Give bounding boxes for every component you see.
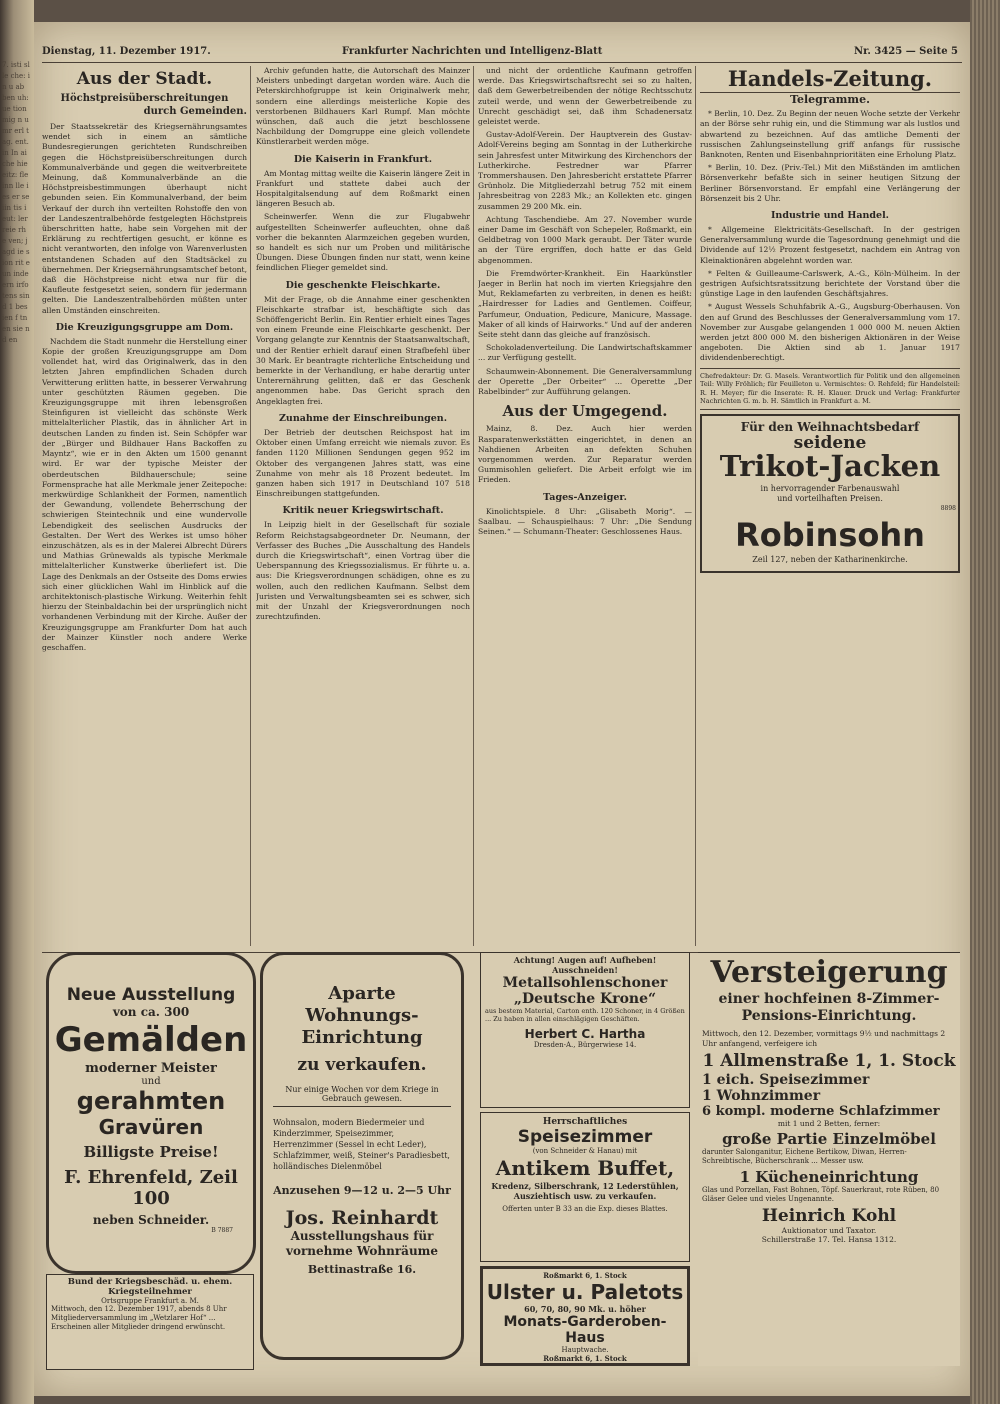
article-subheading: Telegramme. — [790, 93, 870, 106]
ad-text: 1 Wohnzimmer — [702, 1088, 821, 1104]
ad-text: Ortsgruppe Frankfurt a. M. — [101, 1297, 199, 1305]
article-text: Gustav-Adolf-Verein. Der Hauptverein des Gustav-Adolf-Vereins beging am Sonntag in der Lutherkirche sein Jahresfest unter Mitwirkung des Kirchenchors der Lutherkirche. Festredner war Pfarrer Trommershausen. Den Jahresbericht erstattete Pfarrer Grünholz. Die Mitgliederzahl betrug 752 mit einem Jahresbeitrag von 2283 Mk.; an Kollekten etc. gingen zusammen 29 200 Mk. ein. — [478, 130, 692, 211]
article-text: Archiv gefunden hatte, die Autorschaft des Mainzer Meisters unbedingt dargetan worden wäre. Auch die Peterskirchhofgruppe ist kein Originalwerk mehr, sondern eine allerdings meisterliche Kopie des verstorbenen Bildhauers Karl Rumpf. Man möchte wünschen, daß auch die jetzt beschlossene Nachbildung der Domgruppe eine gleich vollendete Künstlerarbeit werden möge. — [256, 66, 470, 147]
ad-text: Glas und Porzellan, Fast Bohnen, Töpf. Sauerkraut, rote Rüben, 80 Gläser Gelee und vieles Ungenannte. — [702, 1186, 940, 1203]
ad-text: große Partie Einzelmöbel — [722, 1130, 936, 1148]
article-heading: Höchstpreisüberschreitungen — [60, 93, 229, 104]
ad-robinsohn — [700, 414, 960, 573]
ad-headline: Neue Ausstellung — [66, 985, 236, 1005]
ad-text: seidene — [793, 432, 867, 453]
ad-text: Kredenz, Silberschrank, 12 Lederstühlen, Ausziehtisch usw. zu verkaufen. — [491, 1181, 679, 1201]
ad-firm: Herbert C. Hartha — [524, 1027, 646, 1041]
article-text: und nicht der ordentliche Kaufmann getroffen werde. Das Kriegswirtschaftsrecht sei so zu halten, daß dem Gewerbetreibenden der nötige Rechtsschutz zuteil werde, und wenn der Gewerbetreibende zu Unrecht geschädigt sei, daß ihm Schadenersatz geleistet werde. — [478, 66, 692, 127]
ad-text: Ausstellungshaus für vornehme Wohnräume — [286, 1229, 438, 1258]
ad-text: Wohnsalon, modern Biedermeier und Kinderzimmer, Speisezimmer, Herrenzimmer (Sessel in echt Leder), Schlafzimmer, weiß, Steiner's Paradiesbett, holländisches Dielenmöbel — [273, 1118, 450, 1171]
article-heading: Industrie und Handel. — [770, 210, 889, 222]
ad-text: mit 1 und 2 Betten, ferner: — [777, 1119, 881, 1128]
ad-firm: F. Ehrenfeld, Zeil 100 — [64, 1167, 238, 1209]
binding-margin-text: 7. isti slle che: in u ab ben uh: ue tion mig n u mr erl tag. ent. in In aiche hie eitz: fle inn lle ies er se iin tis ieut: ler reie rh e ven; jagd ie sion rit eun inde ern irfo tens sind 1 bes ien f tnen sie nd en — [2, 61, 30, 344]
ad-headline: Metallsohlenschoner — [502, 975, 668, 991]
article-text: Der Staatssekretär des Kriegsernährungsamtes wendet sich in einem an sämtliche Bundesregierungen gerichteten Rundschreiben gegen die Höchstpreisüberschreitungen durch Kommunalverbände und gegen die weitverbreitete Meinung, daß Kommunalverbände an die Höchstpreisbestimmungen überhaupt nicht gebunden seien. Ein Kommunalverband, der beim Verkauf der durch ihn verteilten Rohstoffe den von der Landeszentralbehörde festgelegten Höchstpreis überschritten hatte, habe sein Vorgehen mit der Erklärung zu rechtfertigen gesucht, er könne es nicht verantworten, den infolge von Warenverlusten entstandenen Schaden auf den Stadtsäckel zu übernehmen. Der Kriegsernährungsamtschef betont, daß die Höchstpreise nicht etwa nur für die Kaufleute festgesetzt seien, sondern für jedermann gelten. Die Landeszentralbehörden müßten unter allen Umständen einschreiten. — [42, 122, 247, 315]
column-news-2 — [256, 66, 470, 946]
ad-coats — [480, 1266, 690, 1366]
article-heading: Die Kaiserin in Frankfurt. — [293, 153, 433, 165]
article-text: * Berlin, 10. Dez. Zu Beginn der neuen Woche setzte der Verkehr an der Börse sehr ruhig ein, und die Stimmung war als lustlos und abwartend zu bezeichnen. Auf das amtliche Dementi der russischen Zahlungseinstellung griff anfangs für russische Banknoten, Renten und Eisenbahnprioritäten eine Erholung Platz. — [700, 109, 960, 160]
ad-text: Hauptwache. — [561, 1346, 609, 1354]
imprint: Chefredakteur: Dr. G. Masels. Verantwortlich für Politik und den allgemeinen Teil: Willy Fröhlich; für Feuilleton u. Vermischtes: O. Rehfeld; für Handelsteil: R. H. Meyer; für die Inserate: R. H. Klauer. Druck und Verlag: Frankfurter Nachrichten G. m. b. H. Sämtlich in Frankfurt a. M. — [700, 368, 960, 410]
article-text: In Leipzig hielt in der Gesellschaft für soziale Reform Reichstagsabgeordneter Dr. Neumann, der Verfasser des Buches „Die Ausschaltung des Handels durch die Kriegswirtschaft“, einen Vortrag über die Ueberspannung des Kriegssozialismus. Er führte u. a. aus: Die Kriegsverordnungen schädigen, ohne es zu wollen, auch den redlichen Kaufmann. Selbst dem Juristen und Verwaltungsbeamten sei es schwer, sich mit der Unzahl der Kriegsverordnungen noch zurechtzufinden. — [256, 520, 470, 622]
ad-text: 1 eich. Speisezimmer — [702, 1072, 870, 1088]
article-text: * Allgemeine Elektricitäts-Gesellschaft. In der gestrigen Generalversammlung wurde die Tagesordnung genehmigt und die Dividende auf 12½ Prozent festgesetzt, nachdem ein Antrag von Kleinaktionären abgelehnt worden war. — [700, 225, 960, 265]
ad-firm: Monats-Garderoben-Haus — [503, 1314, 667, 1346]
ad-address: Roßmarkt 6, 1. Stock — [543, 1271, 627, 1280]
section-title: Aus der Stadt. — [76, 69, 213, 89]
article-text: Kinolichtspiele. 8 Uhr: „Glisabeth Morig“. — Saalbau. — Schauspielhaus: 7 Uhr: „Die Sendung Seinen.“ — Schumann-Theater: Geschlossenes Haus. — [478, 506, 692, 536]
ad-headline: Speisezimmer — [517, 1127, 653, 1147]
ad-firm: Heinrich Kohl — [761, 1206, 897, 1226]
article-text: Schokoladenverteilung. Die Landwirtschaftskammer ... zur Verfügung gestellt. — [478, 343, 692, 363]
ad-text: 60, 70, 80, 90 Mk. u. höher — [524, 1304, 646, 1314]
article-text: * Felten & Guilleaume-Carlswerk, A.-G., Köln-Mülheim. In der gestrigen Aufsichtsratssitzung berichtete der Vorstand über die günstige Lage in den laufenden Geschäftsjahres. — [700, 268, 960, 299]
article-heading: Die geschenkte Fleischkarte. — [285, 279, 441, 291]
ad-firm: Jos. Reinhardt — [285, 1207, 439, 1229]
ad-headline: Bund der Kriegsbeschäd. u. ehem. Kriegsteilnehmer — [67, 1277, 233, 1297]
ad-headline: Trikot-Jacken — [719, 449, 941, 484]
ad-headline: Versteigerung — [710, 955, 948, 990]
ad-text: Achtung! Augen auf! Aufheben! Ausschneiden! — [513, 955, 657, 975]
ad-text: Auktionator und Taxator. — [781, 1226, 877, 1235]
article-text: Die Fremdwörter-Krankheit. Ein Haarkünstler Jaeger in Berlin hat noch im vierten Kriegsjahre den Mut, Reklamefarten zu verbreiten, in denen es heißt: „Hairdresser for Ladies and Gentlemen. Coiffeur, Parfumeur, Onduation, Pedicure, Manicure, Massage. Maker of all kinds of Hairworks.“ Und auf der anderen Seite steht dann das gleiche auf französisch. — [478, 268, 692, 340]
page-edges — [970, 0, 1000, 1404]
ad-text: (von Schneider & Hanau) mit — [532, 1147, 638, 1155]
ad-text: Billigste Preise! — [83, 1143, 219, 1161]
article-text: Schaumwein-Abonnement. Die Generalversammlung der Operette „Der Orbeiter“ ... Operette „Der Rabelbinder“ zur Aufführung gelangen. — [478, 366, 692, 397]
article-heading: Die Kreuzigungsgruppe am Dom. — [55, 321, 234, 333]
ad-code: B 7887 — [211, 1227, 233, 1234]
ad-gallery — [46, 952, 256, 1274]
header-date: Dienstag, 11. Dezember 1917. — [42, 46, 211, 57]
article-subheading: durch Gemeinden. — [143, 106, 247, 117]
ad-veterans — [46, 1274, 254, 1370]
article-text: Achtung Taschendiebe. Am 27. November wurde einer Dame im Geschäft von Schepeler, Roßmarkt, ein Geldbetrag von 1000 Mark geraubt. Der Täter wurde an der Türe ergriffen, doch hatte er das Geld abgenommen. — [478, 214, 692, 265]
ad-headline: Gravüren — [98, 1115, 204, 1139]
ad-text: Anzusehen 9—12 u. 2—5 Uhr — [273, 1184, 451, 1197]
ad-shoe-protectors — [480, 952, 690, 1108]
header-masthead: Frankfurter Nachrichten und Intelligenz-Blatt — [342, 46, 603, 57]
ad-text: und vorteilhaften Preisen. — [777, 494, 883, 504]
column-local-news — [42, 66, 247, 946]
ad-headline: Gemälden — [54, 1020, 248, 1060]
header-issue: Nr. 3425 — Seite 5 — [853, 46, 958, 57]
ad-headline: Antikem Buffet, — [495, 1156, 675, 1180]
article-text: * Berlin, 10. Dez. (Priv.-Tel.) Mit den Mißständen im amtlichen Börsenverkehr befaßte sich in seiner heutigen Sitzung der Berliner Börsenvorstand. Er empfahl eine Verlängerung der Börsenzeit bis 2 Uhr. — [700, 163, 960, 203]
article-text: Der Betrieb der deutschen Reichspost hat im Oktober einen Umfang erreicht wie niemals zuvor. Es fanden 1120 Millionen Sendungen gegen 952 im Oktober des vergangenen Jahres statt, was eine Zunahme von mehr als 18 Prozent bedeutet. Im ganzen haben sich 1917 in Deutschland 107 518 Einschreibungen stattgefunden. — [256, 427, 470, 499]
page-header — [42, 44, 962, 63]
article-heading: Tages-Anzeiger. — [543, 491, 627, 503]
ad-dining-room — [480, 1112, 690, 1262]
article-heading: Kritik neuer Kriegswirtschaft. — [282, 505, 444, 517]
ad-text: in hervorragender Farbenauswahl — [760, 484, 900, 494]
ad-auction — [698, 952, 960, 1366]
ad-furniture-sale — [260, 952, 464, 1360]
ad-text: moderner Meister — [85, 1061, 217, 1076]
ad-text: Mittwoch, den 12. Dezember, vormittags 9½ und nachmittags 2 Uhr anfangend, verfeigere ich — [702, 1029, 946, 1048]
ad-address: Zeil 127, neben der Katharinenkirche. — [752, 554, 908, 564]
ad-text: Herrschaftliches — [542, 1117, 628, 1127]
ad-headline: einer hochfeinen 8-Zimmer-Pensions-Einrichtung. — [718, 991, 940, 1024]
ad-headline: Ulster u. Paletots — [486, 1280, 684, 1304]
article-text: Scheinwerfer. Wenn die zur Flugabwehr aufgestellten Scheinwerfer aufleuchten, ohne daß vorher die bekannten Alarmzeichen gegeben wurden, so handelt es sich nur um Proben und militärische Übungen. Diese Übungen finden nur statt, wenn keine feindlichen Flieger gemeldet sind. — [256, 212, 470, 273]
ad-address: 1 Allmenstraße 1, 1. Stock — [702, 1051, 956, 1071]
article-text: Mainz, 8. Dez. Auch hier werden Rasparatenwerkstätten eingerichtet, in denen an Nahdienen Arbeiten an defekten Schuhen vorgenommen werden. Zur Reparatur werden Gummisohlen geliefert. Die Arbeit erfolgt wie im Frieden. — [478, 424, 692, 485]
ad-text: aus bestem Material, Carton enth. 120 Schoner, in 4 Größen ... Zu haben in allen einschlägigen Geschäften. — [485, 1007, 685, 1023]
ad-text: und — [141, 1076, 161, 1087]
newspaper-page — [34, 22, 970, 1396]
ad-address: Roßmarkt 6, 1. Stock — [543, 1354, 627, 1363]
ad-headline: „Deutsche Krone“ — [513, 991, 657, 1007]
ad-address: Schillerstraße 17. Tel. Hansa 1312. — [761, 1235, 897, 1244]
article-text: Mit der Frage, ob die Annahme einer geschenkten Fleischkarte strafbar ist, beschäftigte sich das Schöffengericht Berlin. Ein Rentier erhielt eines Tages von einem Freunde eine Fleischkarte geschenkt. Der Vorgang gelangte zur Kenntnis der Staatsanwaltschaft, und der Rentier erhielt darauf einen Strafbefehl über 30 Mark. Er beantragte richterliche Entscheidung und bemerkte in der Verhandlung, er habe derartig unter Unterernährung gelitten, daß er das Geschenk angenommen habe. Das Gericht sprach den Angeklagten frei. — [256, 294, 470, 406]
ad-headline: gerahmten — [76, 1087, 226, 1115]
article-text: Nachdem die Stadt nunmehr die Herstellung einer Kopie der großen Kreuzigungsgruppe am Dom vollendet hat, wird das Originalwerk, das in den letzten Jahren empfindlichen Schaden durch Verwitterung erlitten hatte, in besserer Verwahrung unter geschützten Räumen gegeben. Die Kreuzigungsgruppe mit ihren lebensgroßen Steinfiguren ist vielleicht das schönste Werk mittelalterlicher Plastik, das in ähnlicher Art in deutschen Landen zu finden ist. Sein Schöpfer war der „Bürger und Bildhauer Hans Backoffen zu Mayntz“, wie er in den Akten um 1500 genannt wird. Er war der typische Meister der oberdeutschen Bildhauerschule; seine Formensprache hat alle Merkmale jener Zeitepoche: merkwürdige Schlankheit der Formen, namentlich der Gewandung, vollendete Beherrschung der schwierigen Steintechnik und eine wundervolle Lebendigkeit des seelischen Ausdrucks der Gestalten. Der Wert des Werkes ist umso höher einzuschätzen, als es in der Malerei Albrecht Dürers und Mathias Grünewalds als typische Merkmale mittelalterlicher Kunstwerke überliefert ist. Die Lage des Denkmals an der Ostseite des Doms erwies sich einer glücklichen Wahl im Hinblick auf die architektonisch-plastische Wirkung. Weiterhin fehlt hierzu der Steinbaldachin bei der ursprünglich nicht vorhandenen Verbindung mit der Kirche. Außer der Kreuzigungsgruppe am Frankfurter Dom hat auch der Mainzer Künstler noch andere Werke geschaffen. — [42, 336, 247, 652]
ad-text: Nur einige Wochen vor dem Kriege in Gebrauch gewesen. — [273, 1085, 451, 1107]
article-text: Am Montag mittag weilte die Kaiserin längere Zeit in Frankfurt und stattete dabei auch der Hospitalgitalsendung auf dem Roßmarkt einen längeren Besuch ab. — [256, 168, 470, 209]
ad-heading: Für den Weihnachtsbedarf — [740, 419, 920, 434]
column-rule — [473, 66, 474, 946]
ad-text: Mittwoch, den 12. Dezember 1917, abends 8 Uhr Mitgliederversammlung im „Wetzlarer Hof“ ... Erscheinen aller Mitglieder dringend erwünscht. — [51, 1305, 227, 1331]
ad-text: darunter Salonganitur, Eichene Bertikow, Diwan, Herren-Schreibtische, Bücherschrank ... Messer usw. — [702, 1148, 907, 1165]
ad-text: 6 kompl. moderne Schlafzimmer — [702, 1104, 940, 1119]
ad-address: Bettinastraße 16. — [307, 1263, 417, 1276]
article-text: * August Wessels Schuhfabrik A.-G., Augsburg-Oberhausen. Von den auf Grund des Beschlusses der Generalversammlung vom 17. November zur Ausgabe gelangenden 1 000 000 M. neuen Aktien werden jetzt 800 000 M. den bisherigen Aktionären in der Weise angeboten. Die Aktien sind ab 1. Januar 1917 dividendenberechtigt. — [700, 302, 960, 363]
ad-text: 1 Kücheneinrichtung — [739, 1168, 919, 1186]
book-binding — [0, 0, 34, 1404]
column-rule — [250, 66, 251, 946]
ad-text: neben Schneider. — [92, 1213, 210, 1227]
section-title: Handels-Zeitung. — [700, 66, 960, 93]
column-news-3 — [478, 66, 692, 946]
article-heading: Zunahme der Einschreibungen. — [278, 412, 448, 424]
column-rule — [695, 66, 696, 946]
ad-address: Dresden-A., Bürgerwiese 14. — [533, 1041, 637, 1049]
ad-headline: zu verkaufen. — [297, 1055, 427, 1075]
ad-text: Offerten unter B 33 an die Exp. dieses Blattes. — [502, 1205, 668, 1213]
section-title: Aus der Umgegend. — [502, 402, 668, 421]
ad-code: 8898 — [940, 505, 956, 513]
ad-firm: Robinsohn — [735, 515, 925, 554]
ad-text: von ca. 300 — [112, 1005, 190, 1019]
ad-headline: Aparte Wohnungs-Einrichtung — [301, 983, 423, 1048]
